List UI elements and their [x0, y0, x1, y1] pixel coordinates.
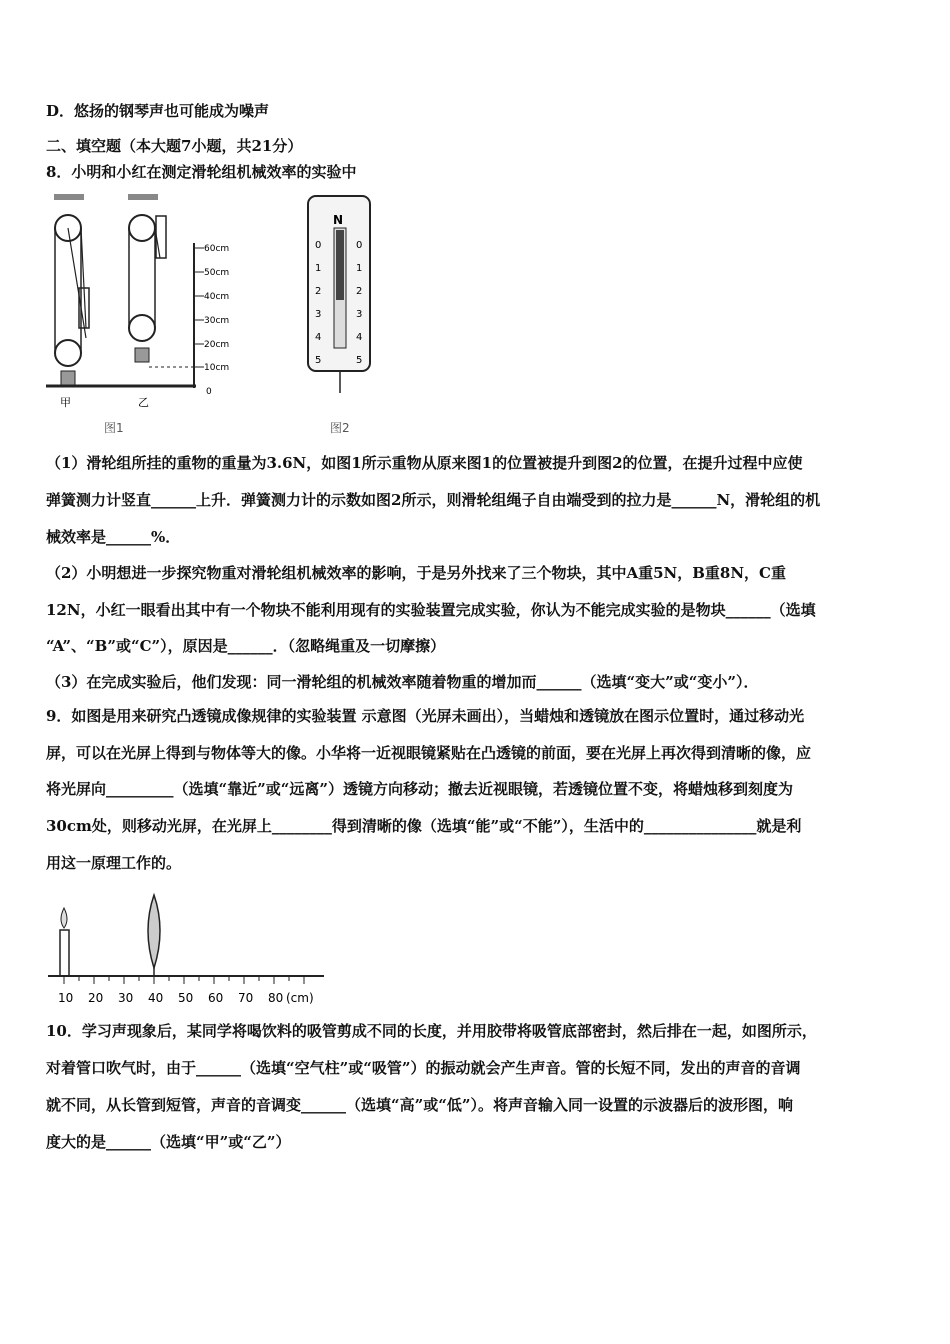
- line-10: 9．如图是用来研究凸透镜成像规律的实验装置 示意图（光屏未画出），当蜡烛和透镜放在图示位置时，通过移动光: [46, 707, 805, 725]
- ruler-label: 10cm: [204, 363, 230, 373]
- tick-label: 20: [88, 991, 104, 1005]
- line-13: 30cm处，则移动光屏，在光屏上________得到清晰的像（选填“能”或“不能”），生活中的_______________就是利: [46, 817, 802, 835]
- ruler-label: 0: [206, 387, 212, 397]
- svg-text:3: 3: [356, 309, 363, 320]
- svg-text:1: 1: [356, 263, 363, 274]
- line-1: 二、填空题（本大题7小题，共21分）: [46, 137, 303, 155]
- svg-text:3: 3: [315, 309, 322, 320]
- line-16: 对着管口吹气时，由于______（选填“空气柱”或“吸管”）的振动就会产生声音。管的长短不同，发出的声音的音调: [46, 1059, 801, 1077]
- line-5: 械效率是______%．: [46, 528, 181, 546]
- svg-text:1: 1: [315, 263, 322, 274]
- scale-n: N: [333, 213, 344, 227]
- svg-text:5: 5: [356, 355, 363, 366]
- label-jia: 甲: [60, 396, 71, 409]
- svg-text:2: 2: [356, 286, 363, 297]
- tick-label: 70: [238, 991, 254, 1005]
- candle: [60, 930, 69, 976]
- unit-label: (cm): [286, 991, 314, 1005]
- svg-text:4: 4: [315, 332, 322, 343]
- line-17: 就不同，从长管到短管，声音的音调变______（选填“高”或“低”）。将声音输入同一设置的示波器后的波形图，响: [46, 1096, 794, 1114]
- caption-fig1: 图1: [104, 421, 124, 435]
- tick-label: 80: [268, 991, 284, 1005]
- tick-label: 40: [148, 991, 164, 1005]
- line-12: 将光屏向_________（选填“靠近”或“远离”）透镜方向移动；撤去近视眼镜，若透镜位置不变，将蜡烛移到刻度为: [46, 780, 794, 798]
- tick-label: 60: [208, 991, 224, 1005]
- label-yi: 乙: [138, 396, 149, 409]
- line-14: 用这一原理工作的。: [46, 854, 182, 872]
- lens: [148, 895, 160, 968]
- svg-text:0: 0: [315, 240, 322, 251]
- tick-label: 50: [178, 991, 194, 1005]
- ruler-label: 40cm: [204, 292, 230, 302]
- line-4: 弹簧测力计竖直______上升．弹簧测力计的示数如图2所示，则滑轮组绳子自由端受到的拉力是______N，滑轮组的机: [46, 491, 821, 509]
- line-11: 屏，可以在光屏上得到与物体等大的像。小华将一近视眼镜紧贴在凸透镜的前面，要在光屏上再次得到清晰的像，应: [46, 744, 812, 762]
- svg-text:2: 2: [315, 286, 322, 297]
- caption-fig2: 图2: [330, 421, 350, 435]
- svg-text:0: 0: [356, 240, 363, 251]
- svg-text:5: 5: [315, 355, 322, 366]
- line-7: 12N，小红一眼看出其中有一个物块不能利用现有的实验装置完成实验，你认为不能完成实验的是物块______（选填: [46, 601, 816, 619]
- line-2: 8．小明和小红在测定滑轮组机械效率的实验中: [46, 163, 357, 181]
- line-3: （1）滑轮组所挂的重物的重量为3.6N，如图1所示重物从原来图1的位置被提升到图2的位置，在提升过程中应使: [46, 454, 803, 472]
- tick-label: 10: [58, 991, 74, 1005]
- ruler-label: 60cm: [204, 244, 230, 254]
- line-6: （2）小明想进一步探究物重对滑轮组机械效率的影响，于是另外找来了三个物块，其中A重5N，B重8N，C重: [46, 564, 786, 582]
- line-18: 度大的是______（选填“甲”或“乙”）: [46, 1133, 291, 1151]
- line-15: 10．学习声现象后，某同学将喝饮料的吸管剪成不同的长度，并用胶带将吸管底部密封，然后排在一起，如图所示，: [46, 1022, 817, 1040]
- line-9: （3）在完成实验后，他们发现：同一滑轮组的机械效率随着物重的增加而______（选填“变大”或“变小”）．: [46, 673, 759, 691]
- tick-label: 30: [118, 991, 134, 1005]
- candle-flame-icon: [61, 908, 67, 928]
- line-0: D．悠扬的钢琴声也可能成为噪声: [46, 102, 270, 120]
- line-8: “A”、“B”或“C”），原因是______．（忽略绳重及一切摩擦）: [46, 637, 446, 655]
- svg-text:4: 4: [356, 332, 363, 343]
- ruler-label: 20cm: [204, 340, 230, 350]
- pulley-figure: [46, 188, 376, 438]
- optical-bench-figure: [44, 890, 334, 1010]
- ruler-label: 30cm: [204, 316, 230, 326]
- ruler-label: 50cm: [204, 268, 230, 278]
